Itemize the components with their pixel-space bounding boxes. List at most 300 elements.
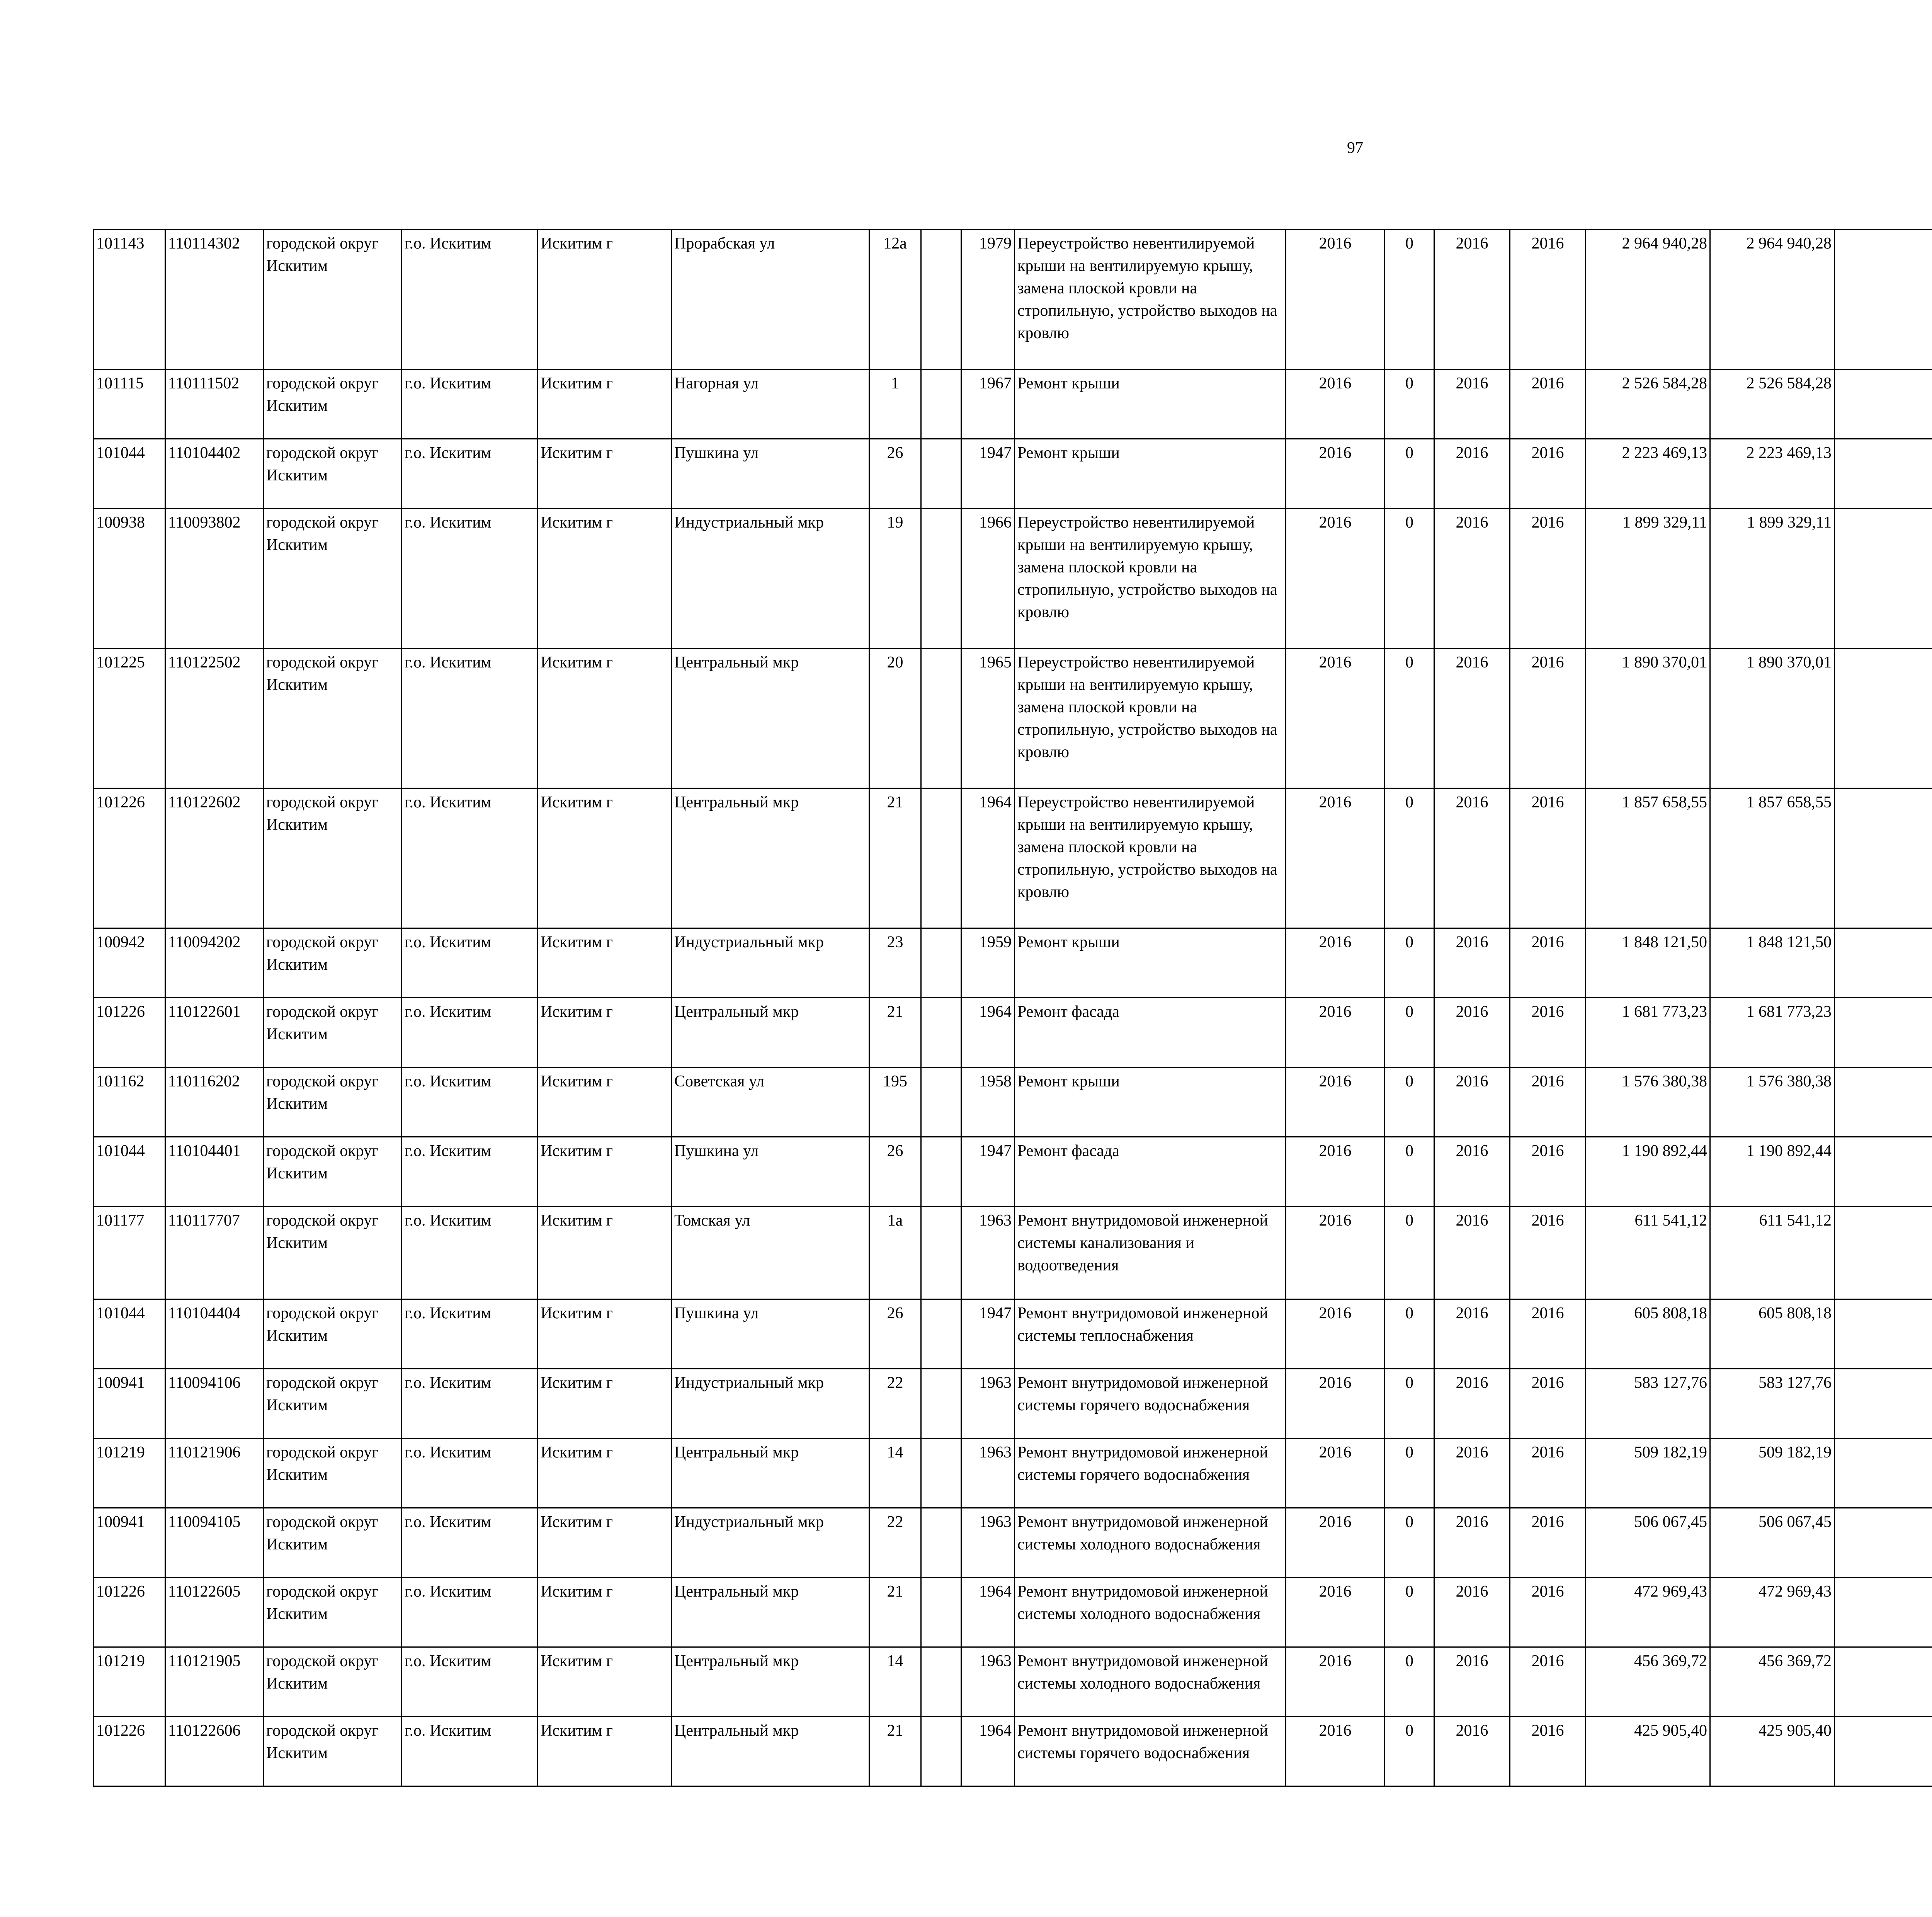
cell-empty xyxy=(1835,369,1932,439)
cell-plan-year: 2016 xyxy=(1286,1578,1385,1647)
cell-house-number: 21 xyxy=(869,1578,921,1647)
cell-municipality: городской округ Искитим xyxy=(264,998,402,1067)
cell-street: Индустриальный мкр xyxy=(672,1369,869,1439)
table-row xyxy=(94,1369,1932,1439)
cell-work-type: Переустройство невентилируемой крыши на вентилируемую крышу, замена плоской кровли на стропильную, устройство выходов на кровлю xyxy=(1015,509,1286,649)
cell-end-year: 2016 xyxy=(1510,1439,1586,1508)
cell-street: Центральный мкр xyxy=(672,998,869,1067)
cell-cost-fund: 456 369,72 xyxy=(1710,1647,1835,1717)
cell-build-year: 1959 xyxy=(961,928,1015,998)
cell-municipality: городской округ Искитим xyxy=(264,1439,402,1508)
cell-empty xyxy=(1835,1439,1932,1508)
cell-work-id: 110111502 xyxy=(165,369,264,439)
cell-street: Индустриальный мкр xyxy=(672,928,869,998)
cell-work-id: 110114302 xyxy=(165,230,264,369)
cell-flag: 0 xyxy=(1385,439,1434,509)
table-row xyxy=(94,230,1932,369)
cell-build-year: 1964 xyxy=(961,1578,1015,1647)
cell-house-number: 21 xyxy=(869,788,921,928)
cell-end-year: 2016 xyxy=(1510,1508,1586,1578)
cell-end-year: 2016 xyxy=(1510,788,1586,928)
cell-cost-total: 605 808,18 xyxy=(1586,1299,1710,1369)
cell-cost-fund: 2 964 940,28 xyxy=(1710,230,1835,369)
cell-house-number: 12а xyxy=(869,230,921,369)
cell-building xyxy=(921,1299,961,1369)
cell-building xyxy=(921,788,961,928)
cell-municipality: городской округ Искитим xyxy=(264,1369,402,1439)
cell-empty xyxy=(1835,439,1932,509)
cell-district: г.о. Искитим xyxy=(402,998,538,1067)
table-row xyxy=(94,928,1932,998)
table-row xyxy=(94,1578,1932,1647)
cell-start-year: 2016 xyxy=(1434,509,1510,649)
cell-street: Центральный мкр xyxy=(672,1578,869,1647)
cell-settlement: Искитим г xyxy=(538,1299,672,1369)
cell-empty xyxy=(1835,230,1932,369)
cell-plan-year: 2016 xyxy=(1286,649,1385,788)
cell-work-type: Ремонт внутридомовой инженерной системы горячего водоснабжения xyxy=(1015,1369,1286,1439)
cell-cost-fund: 583 127,76 xyxy=(1710,1369,1835,1439)
cell-district: г.о. Искитим xyxy=(402,928,538,998)
cell-flag: 0 xyxy=(1385,788,1434,928)
cell-plan-year: 2016 xyxy=(1286,230,1385,369)
cell-district: г.о. Искитим xyxy=(402,1067,538,1137)
cell-object-id: 101226 xyxy=(94,1717,165,1786)
cell-municipality: городской округ Искитим xyxy=(264,1578,402,1647)
table-row xyxy=(94,1207,1932,1299)
cell-street: Пушкина ул xyxy=(672,439,869,509)
cell-end-year: 2016 xyxy=(1510,998,1586,1067)
table-row xyxy=(94,1439,1932,1508)
table-row xyxy=(94,1647,1932,1717)
cell-plan-year: 2016 xyxy=(1286,788,1385,928)
cell-empty xyxy=(1835,1299,1932,1369)
page-number: 97 xyxy=(1347,139,1363,157)
cell-house-number: 195 xyxy=(869,1067,921,1137)
cell-municipality: городской округ Искитим xyxy=(264,649,402,788)
repair-program-table xyxy=(93,229,1932,1787)
cell-end-year: 2016 xyxy=(1510,1717,1586,1786)
cell-street: Нагорная ул xyxy=(672,369,869,439)
cell-start-year: 2016 xyxy=(1434,1578,1510,1647)
cell-settlement: Искитим г xyxy=(538,1207,672,1299)
cell-plan-year: 2016 xyxy=(1286,1647,1385,1717)
cell-flag: 0 xyxy=(1385,1647,1434,1717)
cell-district: г.о. Искитим xyxy=(402,509,538,649)
cell-start-year: 2016 xyxy=(1434,1299,1510,1369)
cell-building xyxy=(921,1578,961,1647)
cell-cost-total: 611 541,12 xyxy=(1586,1207,1710,1299)
cell-cost-fund: 1 899 329,11 xyxy=(1710,509,1835,649)
cell-settlement: Искитим г xyxy=(538,1439,672,1508)
cell-object-id: 101226 xyxy=(94,788,165,928)
cell-plan-year: 2016 xyxy=(1286,1508,1385,1578)
cell-building xyxy=(921,230,961,369)
cell-building xyxy=(921,1647,961,1717)
cell-settlement: Искитим г xyxy=(538,928,672,998)
cell-start-year: 2016 xyxy=(1434,928,1510,998)
cell-end-year: 2016 xyxy=(1510,230,1586,369)
cell-work-id: 110094105 xyxy=(165,1508,264,1578)
cell-cost-fund: 1 857 658,55 xyxy=(1710,788,1835,928)
cell-cost-fund: 605 808,18 xyxy=(1710,1299,1835,1369)
cell-start-year: 2016 xyxy=(1434,1647,1510,1717)
cell-work-type: Ремонт крыши xyxy=(1015,928,1286,998)
cell-building xyxy=(921,1137,961,1207)
cell-object-id: 101044 xyxy=(94,439,165,509)
cell-building xyxy=(921,1508,961,1578)
cell-cost-fund: 2 526 584,28 xyxy=(1710,369,1835,439)
cell-district: г.о. Искитим xyxy=(402,788,538,928)
cell-start-year: 2016 xyxy=(1434,998,1510,1067)
cell-empty xyxy=(1835,509,1932,649)
cell-district: г.о. Искитим xyxy=(402,1717,538,1786)
cell-house-number: 14 xyxy=(869,1439,921,1508)
cell-object-id: 100938 xyxy=(94,509,165,649)
table-row xyxy=(94,509,1932,649)
cell-street: Центральный мкр xyxy=(672,788,869,928)
cell-start-year: 2016 xyxy=(1434,788,1510,928)
cell-work-id: 110121906 xyxy=(165,1439,264,1508)
cell-work-id: 110122605 xyxy=(165,1578,264,1647)
cell-work-type: Ремонт крыши xyxy=(1015,1067,1286,1137)
cell-end-year: 2016 xyxy=(1510,1207,1586,1299)
cell-work-id: 110104404 xyxy=(165,1299,264,1369)
cell-empty xyxy=(1835,1647,1932,1717)
cell-settlement: Искитим г xyxy=(538,788,672,928)
cell-settlement: Искитим г xyxy=(538,649,672,788)
cell-house-number: 26 xyxy=(869,1299,921,1369)
cell-cost-fund: 1 576 380,38 xyxy=(1710,1067,1835,1137)
cell-end-year: 2016 xyxy=(1510,1067,1586,1137)
cell-plan-year: 2016 xyxy=(1286,1137,1385,1207)
cell-settlement: Искитим г xyxy=(538,998,672,1067)
cell-municipality: городской округ Искитим xyxy=(264,1207,402,1299)
cell-settlement: Искитим г xyxy=(538,1137,672,1207)
cell-work-type: Переустройство невентилируемой крыши на вентилируемую крышу, замена плоской кровли на стропильную, устройство выходов на кровлю xyxy=(1015,649,1286,788)
cell-end-year: 2016 xyxy=(1510,928,1586,998)
cell-house-number: 20 xyxy=(869,649,921,788)
cell-municipality: городской округ Искитим xyxy=(264,1717,402,1786)
cell-district: г.о. Искитим xyxy=(402,439,538,509)
cell-street: Центральный мкр xyxy=(672,1647,869,1717)
cell-cost-fund: 1 681 773,23 xyxy=(1710,998,1835,1067)
cell-district: г.о. Искитим xyxy=(402,230,538,369)
cell-settlement: Искитим г xyxy=(538,1369,672,1439)
cell-build-year: 1963 xyxy=(961,1647,1015,1717)
cell-cost-total: 472 969,43 xyxy=(1586,1578,1710,1647)
cell-start-year: 2016 xyxy=(1434,649,1510,788)
cell-work-type: Ремонт внутридомовой инженерной системы горячего водоснабжения xyxy=(1015,1439,1286,1508)
cell-empty xyxy=(1835,1067,1932,1137)
cell-street: Центральный мкр xyxy=(672,1439,869,1508)
cell-street: Пушкина ул xyxy=(672,1137,869,1207)
cell-object-id: 101177 xyxy=(94,1207,165,1299)
table-row xyxy=(94,1717,1932,1786)
cell-district: г.о. Искитим xyxy=(402,1647,538,1717)
cell-building xyxy=(921,369,961,439)
cell-empty xyxy=(1835,649,1932,788)
cell-object-id: 101143 xyxy=(94,230,165,369)
cell-plan-year: 2016 xyxy=(1286,928,1385,998)
cell-empty xyxy=(1835,928,1932,998)
cell-settlement: Искитим г xyxy=(538,1508,672,1578)
cell-empty xyxy=(1835,1207,1932,1299)
cell-district: г.о. Искитим xyxy=(402,1369,538,1439)
cell-cost-fund: 472 969,43 xyxy=(1710,1578,1835,1647)
cell-end-year: 2016 xyxy=(1510,1578,1586,1647)
table-row xyxy=(94,1137,1932,1207)
cell-cost-total: 506 067,45 xyxy=(1586,1508,1710,1578)
cell-build-year: 1947 xyxy=(961,439,1015,509)
cell-street: Индустриальный мкр xyxy=(672,509,869,649)
cell-start-year: 2016 xyxy=(1434,439,1510,509)
cell-building xyxy=(921,1439,961,1508)
cell-flag: 0 xyxy=(1385,1207,1434,1299)
cell-municipality: городской округ Искитим xyxy=(264,928,402,998)
cell-cost-total: 509 182,19 xyxy=(1586,1439,1710,1508)
cell-house-number: 22 xyxy=(869,1508,921,1578)
cell-municipality: городской округ Искитим xyxy=(264,1299,402,1369)
cell-work-id: 110122502 xyxy=(165,649,264,788)
cell-cost-fund: 425 905,40 xyxy=(1710,1717,1835,1786)
cell-settlement: Искитим г xyxy=(538,369,672,439)
cell-object-id: 101225 xyxy=(94,649,165,788)
cell-object-id: 101219 xyxy=(94,1439,165,1508)
cell-settlement: Искитим г xyxy=(538,1647,672,1717)
cell-house-number: 26 xyxy=(869,1137,921,1207)
cell-municipality: городской округ Искитим xyxy=(264,1067,402,1137)
cell-flag: 0 xyxy=(1385,928,1434,998)
cell-house-number: 1 xyxy=(869,369,921,439)
cell-flag: 0 xyxy=(1385,1067,1434,1137)
cell-municipality: городской округ Искитим xyxy=(264,1508,402,1578)
cell-district: г.о. Искитим xyxy=(402,1299,538,1369)
cell-settlement: Искитим г xyxy=(538,509,672,649)
cell-plan-year: 2016 xyxy=(1286,509,1385,649)
cell-build-year: 1964 xyxy=(961,998,1015,1067)
cell-build-year: 1963 xyxy=(961,1207,1015,1299)
cell-cost-fund: 509 182,19 xyxy=(1710,1439,1835,1508)
cell-cost-total: 1 576 380,38 xyxy=(1586,1067,1710,1137)
cell-building xyxy=(921,649,961,788)
cell-district: г.о. Искитим xyxy=(402,1439,538,1508)
cell-house-number: 26 xyxy=(869,439,921,509)
cell-plan-year: 2016 xyxy=(1286,1207,1385,1299)
cell-cost-total: 1 890 370,01 xyxy=(1586,649,1710,788)
cell-settlement: Искитим г xyxy=(538,439,672,509)
cell-build-year: 1965 xyxy=(961,649,1015,788)
cell-street: Центральный мкр xyxy=(672,649,869,788)
cell-cost-total: 456 369,72 xyxy=(1586,1647,1710,1717)
cell-work-id: 110094106 xyxy=(165,1369,264,1439)
cell-street: Центральный мкр xyxy=(672,1717,869,1786)
cell-settlement: Искитим г xyxy=(538,1717,672,1786)
cell-flag: 0 xyxy=(1385,998,1434,1067)
cell-district: г.о. Искитим xyxy=(402,649,538,788)
cell-cost-total: 2 964 940,28 xyxy=(1586,230,1710,369)
cell-plan-year: 2016 xyxy=(1286,998,1385,1067)
cell-work-id: 110094202 xyxy=(165,928,264,998)
cell-cost-total: 1 857 658,55 xyxy=(1586,788,1710,928)
cell-end-year: 2016 xyxy=(1510,369,1586,439)
cell-work-id: 110117707 xyxy=(165,1207,264,1299)
cell-object-id: 101044 xyxy=(94,1137,165,1207)
cell-start-year: 2016 xyxy=(1434,1717,1510,1786)
cell-plan-year: 2016 xyxy=(1286,1369,1385,1439)
cell-empty xyxy=(1835,998,1932,1067)
cell-work-type: Ремонт фасада xyxy=(1015,1137,1286,1207)
cell-end-year: 2016 xyxy=(1510,1647,1586,1717)
table-row xyxy=(94,998,1932,1067)
cell-plan-year: 2016 xyxy=(1286,1717,1385,1786)
cell-end-year: 2016 xyxy=(1510,1299,1586,1369)
cell-district: г.о. Искитим xyxy=(402,1508,538,1578)
cell-end-year: 2016 xyxy=(1510,649,1586,788)
cell-work-id: 110093802 xyxy=(165,509,264,649)
cell-cost-total: 1 190 892,44 xyxy=(1586,1137,1710,1207)
cell-object-id: 101226 xyxy=(94,1578,165,1647)
cell-build-year: 1963 xyxy=(961,1369,1015,1439)
cell-end-year: 2016 xyxy=(1510,1137,1586,1207)
cell-house-number: 1а xyxy=(869,1207,921,1299)
cell-plan-year: 2016 xyxy=(1286,1439,1385,1508)
cell-start-year: 2016 xyxy=(1434,1067,1510,1137)
cell-municipality: городской округ Искитим xyxy=(264,369,402,439)
cell-start-year: 2016 xyxy=(1434,369,1510,439)
cell-cost-fund: 2 223 469,13 xyxy=(1710,439,1835,509)
cell-plan-year: 2016 xyxy=(1286,439,1385,509)
cell-work-id: 110121905 xyxy=(165,1647,264,1717)
table-row xyxy=(94,788,1932,928)
cell-house-number: 21 xyxy=(869,998,921,1067)
cell-flag: 0 xyxy=(1385,1439,1434,1508)
table-row xyxy=(94,1299,1932,1369)
cell-settlement: Искитим г xyxy=(538,1578,672,1647)
cell-flag: 0 xyxy=(1385,1299,1434,1369)
cell-work-type: Ремонт крыши xyxy=(1015,439,1286,509)
cell-work-type: Ремонт внутридомовой инженерной системы канализования и водоотведения xyxy=(1015,1207,1286,1299)
cell-work-type: Ремонт крыши xyxy=(1015,369,1286,439)
cell-build-year: 1967 xyxy=(961,369,1015,439)
table-row xyxy=(94,1508,1932,1578)
cell-empty xyxy=(1835,1369,1932,1439)
cell-municipality: городской округ Искитим xyxy=(264,230,402,369)
cell-flag: 0 xyxy=(1385,1508,1434,1578)
cell-house-number: 14 xyxy=(869,1647,921,1717)
cell-cost-total: 1 899 329,11 xyxy=(1586,509,1710,649)
cell-municipality: городской округ Искитим xyxy=(264,1137,402,1207)
cell-build-year: 1964 xyxy=(961,788,1015,928)
cell-street: Индустриальный мкр xyxy=(672,1508,869,1578)
cell-cost-total: 2 223 469,13 xyxy=(1586,439,1710,509)
table-row xyxy=(94,649,1932,788)
cell-build-year: 1966 xyxy=(961,509,1015,649)
cell-house-number: 21 xyxy=(869,1717,921,1786)
cell-end-year: 2016 xyxy=(1510,439,1586,509)
cell-object-id: 101115 xyxy=(94,369,165,439)
cell-work-id: 110122602 xyxy=(165,788,264,928)
cell-street: Пушкина ул xyxy=(672,1299,869,1369)
cell-cost-fund: 1 848 121,50 xyxy=(1710,928,1835,998)
cell-cost-total: 425 905,40 xyxy=(1586,1717,1710,1786)
cell-empty xyxy=(1835,1508,1932,1578)
cell-cost-fund: 1 190 892,44 xyxy=(1710,1137,1835,1207)
cell-flag: 0 xyxy=(1385,649,1434,788)
cell-empty xyxy=(1835,1717,1932,1786)
cell-work-type: Переустройство невентилируемой крыши на вентилируемую крышу, замена плоской кровли на стропильную, устройство выходов на кровлю xyxy=(1015,788,1286,928)
cell-building xyxy=(921,509,961,649)
cell-plan-year: 2016 xyxy=(1286,1067,1385,1137)
cell-build-year: 1963 xyxy=(961,1508,1015,1578)
cell-street: Советская ул xyxy=(672,1067,869,1137)
cell-build-year: 1947 xyxy=(961,1137,1015,1207)
cell-work-id: 110122601 xyxy=(165,998,264,1067)
cell-building xyxy=(921,439,961,509)
cell-municipality: городской округ Искитим xyxy=(264,1647,402,1717)
cell-house-number: 23 xyxy=(869,928,921,998)
cell-district: г.о. Искитим xyxy=(402,1207,538,1299)
cell-work-type: Ремонт внутридомовой инженерной системы холодного водоснабжения xyxy=(1015,1508,1286,1578)
cell-work-type: Ремонт внутридомовой инженерной системы холодного водоснабжения xyxy=(1015,1578,1286,1647)
cell-municipality: городской округ Искитим xyxy=(264,439,402,509)
table-row xyxy=(94,1067,1932,1137)
cell-settlement: Искитим г xyxy=(538,230,672,369)
cell-settlement: Искитим г xyxy=(538,1067,672,1137)
cell-start-year: 2016 xyxy=(1434,1508,1510,1578)
table-row xyxy=(94,369,1932,439)
cell-house-number: 19 xyxy=(869,509,921,649)
cell-build-year: 1979 xyxy=(961,230,1015,369)
cell-district: г.о. Искитим xyxy=(402,1578,538,1647)
cell-work-id: 110122606 xyxy=(165,1717,264,1786)
cell-building xyxy=(921,998,961,1067)
cell-plan-year: 2016 xyxy=(1286,1299,1385,1369)
cell-building xyxy=(921,1207,961,1299)
cell-object-id: 101162 xyxy=(94,1067,165,1137)
cell-plan-year: 2016 xyxy=(1286,369,1385,439)
cell-cost-total: 1 681 773,23 xyxy=(1586,998,1710,1067)
cell-cost-total: 1 848 121,50 xyxy=(1586,928,1710,998)
cell-start-year: 2016 xyxy=(1434,1137,1510,1207)
cell-empty xyxy=(1835,1137,1932,1207)
cell-object-id: 100941 xyxy=(94,1369,165,1439)
cell-build-year: 1963 xyxy=(961,1439,1015,1508)
cell-municipality: городской округ Искитим xyxy=(264,788,402,928)
cell-work-id: 110116202 xyxy=(165,1067,264,1137)
cell-street: Прорабская ул xyxy=(672,230,869,369)
cell-build-year: 1958 xyxy=(961,1067,1015,1137)
cell-work-type: Ремонт внутридомовой инженерной системы холодного водоснабжения xyxy=(1015,1647,1286,1717)
cell-end-year: 2016 xyxy=(1510,509,1586,649)
cell-work-id: 110104401 xyxy=(165,1137,264,1207)
cell-building xyxy=(921,928,961,998)
cell-flag: 0 xyxy=(1385,509,1434,649)
cell-work-id: 110104402 xyxy=(165,439,264,509)
cell-work-type: Ремонт фасада xyxy=(1015,998,1286,1067)
cell-cost-fund: 611 541,12 xyxy=(1710,1207,1835,1299)
cell-start-year: 2016 xyxy=(1434,230,1510,369)
cell-flag: 0 xyxy=(1385,1578,1434,1647)
cell-empty xyxy=(1835,1578,1932,1647)
cell-object-id: 100942 xyxy=(94,928,165,998)
cell-flag: 0 xyxy=(1385,1369,1434,1439)
cell-municipality: городской округ Искитим xyxy=(264,509,402,649)
cell-work-type: Ремонт внутридомовой инженерной системы теплоснабжения xyxy=(1015,1299,1286,1369)
cell-cost-total: 583 127,76 xyxy=(1586,1369,1710,1439)
cell-start-year: 2016 xyxy=(1434,1439,1510,1508)
cell-house-number: 22 xyxy=(869,1369,921,1439)
